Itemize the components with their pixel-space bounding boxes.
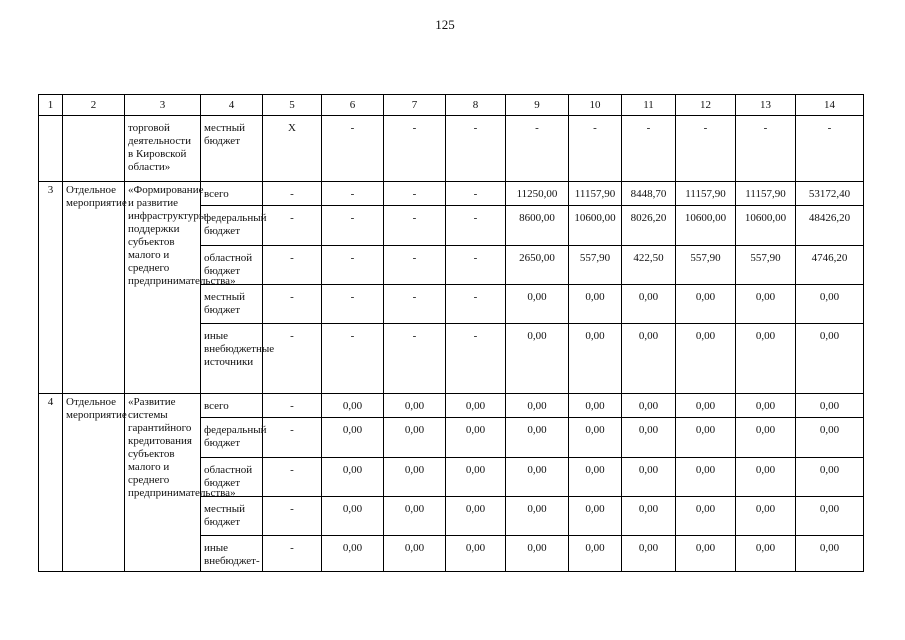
value-cell: -	[322, 182, 384, 206]
value-cell: 8600,00	[506, 206, 569, 246]
value-cell: 0,00	[736, 324, 796, 394]
column-number-2: 2	[63, 95, 125, 116]
column-number-14: 14	[796, 95, 864, 116]
value-cell: 0,00	[322, 418, 384, 458]
value-cell: 0,00	[569, 497, 622, 536]
value-cell: 0,00	[796, 458, 864, 497]
funding-source-cell: местный бюджет	[201, 497, 263, 536]
funding-source-cell: иные внебюджетные источники	[201, 324, 263, 394]
value-cell: -	[446, 182, 506, 206]
value-cell: 48426,20	[796, 206, 864, 246]
column-number-10: 10	[569, 95, 622, 116]
value-cell: 0,00	[622, 324, 676, 394]
value-cell: X	[263, 116, 322, 182]
value-cell: -	[796, 116, 864, 182]
value-cell: -	[446, 246, 506, 285]
funding-source-cell: всего	[201, 182, 263, 206]
value-cell: 0,00	[622, 285, 676, 324]
value-cell: -	[263, 324, 322, 394]
value-cell: 0,00	[569, 324, 622, 394]
value-cell: 0,00	[446, 536, 506, 572]
value-cell: 0,00	[796, 324, 864, 394]
funding-source-cell: федеральный бюджет	[201, 206, 263, 246]
value-cell: -	[384, 182, 446, 206]
funding-source-cell: иные внебюджет-	[201, 536, 263, 572]
value-cell: 422,50	[622, 246, 676, 285]
value-cell: 0,00	[796, 285, 864, 324]
value-cell: 0,00	[622, 458, 676, 497]
value-cell: 0,00	[322, 458, 384, 497]
value-cell: -	[569, 116, 622, 182]
value-cell: -	[263, 418, 322, 458]
value-cell: 0,00	[569, 394, 622, 418]
value-cell: 0,00	[506, 418, 569, 458]
value-cell: 0,00	[796, 536, 864, 572]
value-cell: 0,00	[622, 394, 676, 418]
value-cell: 0,00	[676, 418, 736, 458]
value-cell: 11157,90	[676, 182, 736, 206]
column-number-12: 12	[676, 95, 736, 116]
value-cell: -	[384, 285, 446, 324]
value-cell: 0,00	[676, 497, 736, 536]
value-cell: 0,00	[736, 536, 796, 572]
value-cell: 0,00	[736, 394, 796, 418]
funding-source-cell: областной бюджет	[201, 246, 263, 285]
value-cell: -	[446, 285, 506, 324]
budget-table	[38, 94, 864, 572]
measure-type-cell: Отдельное мероприятие	[63, 182, 125, 394]
value-cell: 0,00	[506, 536, 569, 572]
value-cell: 11250,00	[506, 182, 569, 206]
value-cell: 10600,00	[736, 206, 796, 246]
value-cell: 10600,00	[569, 206, 622, 246]
value-cell: -	[446, 206, 506, 246]
value-cell: 0,00	[676, 458, 736, 497]
value-cell: 0,00	[736, 458, 796, 497]
value-cell: -	[322, 324, 384, 394]
value-cell: 0,00	[446, 497, 506, 536]
column-number-8: 8	[446, 95, 506, 116]
value-cell: 0,00	[384, 497, 446, 536]
value-cell: 557,90	[736, 246, 796, 285]
continuation-row	[39, 116, 864, 182]
value-cell: 0,00	[506, 285, 569, 324]
measure-number-cell: 4	[39, 394, 63, 572]
value-cell: 0,00	[796, 418, 864, 458]
funding-source-cell: местный бюджет	[201, 285, 263, 324]
value-cell: 0,00	[384, 394, 446, 418]
value-cell: 0,00	[506, 394, 569, 418]
value-cell: 4746,20	[796, 246, 864, 285]
value-cell: 0,00	[446, 458, 506, 497]
value-cell: 0,00	[569, 285, 622, 324]
funding-source-cell: федеральный бюджет	[201, 418, 263, 458]
value-cell: -	[446, 116, 506, 182]
column-number-13: 13	[736, 95, 796, 116]
value-cell: -	[736, 116, 796, 182]
value-cell: 0,00	[736, 418, 796, 458]
value-cell: -	[322, 206, 384, 246]
value-cell: 0,00	[736, 285, 796, 324]
page-number: 125	[435, 17, 455, 32]
value-cell: 0,00	[506, 324, 569, 394]
value-cell: 11157,90	[569, 182, 622, 206]
value-cell: -	[506, 116, 569, 182]
value-cell: -	[384, 116, 446, 182]
value-cell: 0,00	[569, 536, 622, 572]
value-cell: 0,00	[322, 497, 384, 536]
value-cell: 0,00	[506, 458, 569, 497]
value-cell: 8448,70	[622, 182, 676, 206]
value-cell: -	[263, 497, 322, 536]
value-cell: 0,00	[569, 418, 622, 458]
value-cell: 0,00	[322, 394, 384, 418]
value-cell: 2650,00	[506, 246, 569, 285]
value-cell: -	[263, 246, 322, 285]
table-row	[39, 394, 864, 418]
value-cell: -	[263, 394, 322, 418]
value-cell: 11157,90	[736, 182, 796, 206]
measure-type-cell: Отдельное мероприятие	[63, 394, 125, 572]
row-number-cell	[39, 116, 63, 182]
value-cell: -	[322, 285, 384, 324]
value-cell: -	[263, 182, 322, 206]
column-number-6: 6	[322, 95, 384, 116]
value-cell: 0,00	[506, 497, 569, 536]
value-cell: 10600,00	[676, 206, 736, 246]
value-cell: 0,00	[676, 285, 736, 324]
value-cell: 0,00	[676, 536, 736, 572]
value-cell: 0,00	[446, 394, 506, 418]
value-cell: 0,00	[622, 497, 676, 536]
value-cell: -	[676, 116, 736, 182]
value-cell: 0,00	[446, 418, 506, 458]
column-number-7: 7	[384, 95, 446, 116]
value-cell: 0,00	[384, 536, 446, 572]
funding-source-cell: всего	[201, 394, 263, 418]
column-number-11: 11	[622, 95, 676, 116]
value-cell: 8026,20	[622, 206, 676, 246]
column-number-3: 3	[125, 95, 201, 116]
value-cell: -	[263, 206, 322, 246]
column-number-4: 4	[201, 95, 263, 116]
value-cell: 53172,40	[796, 182, 864, 206]
value-cell: 0,00	[796, 394, 864, 418]
value-cell: 0,00	[676, 324, 736, 394]
value-cell: -	[384, 246, 446, 285]
measure-name-cell: «Развитие системы гарантийного кредитования субъектов малого и среднего предпринимательства»	[125, 394, 201, 572]
value-cell: -	[446, 324, 506, 394]
value-cell: -	[622, 116, 676, 182]
value-cell: -	[263, 458, 322, 497]
status-cell	[63, 116, 125, 182]
measure-name-cell: «Формирование и развитие инфраструктуры поддержки субъектов малого и среднего предпринимательства»	[125, 182, 201, 394]
value-cell: 557,90	[676, 246, 736, 285]
column-number-1: 1	[39, 95, 63, 116]
column-number-9: 9	[506, 95, 569, 116]
column-number-5: 5	[263, 95, 322, 116]
value-cell: 0,00	[622, 418, 676, 458]
value-cell: -	[263, 536, 322, 572]
funding-source-cell: местный бюджет	[201, 116, 263, 182]
measure-name-cell: торговой деятельности в Кировской области»	[125, 116, 201, 182]
value-cell: 0,00	[569, 458, 622, 497]
header-row	[39, 95, 864, 116]
value-cell: -	[263, 285, 322, 324]
value-cell: 0,00	[622, 536, 676, 572]
value-cell: 0,00	[676, 394, 736, 418]
value-cell: -	[384, 206, 446, 246]
measure-number-cell: 3	[39, 182, 63, 394]
value-cell: -	[384, 324, 446, 394]
value-cell: 0,00	[736, 497, 796, 536]
value-cell: 0,00	[384, 458, 446, 497]
value-cell: -	[322, 246, 384, 285]
table-row	[39, 182, 864, 206]
value-cell: 0,00	[384, 418, 446, 458]
value-cell: 0,00	[322, 536, 384, 572]
value-cell: 557,90	[569, 246, 622, 285]
value-cell: 0,00	[796, 497, 864, 536]
funding-source-cell: областной бюджет	[201, 458, 263, 497]
value-cell: -	[322, 116, 384, 182]
